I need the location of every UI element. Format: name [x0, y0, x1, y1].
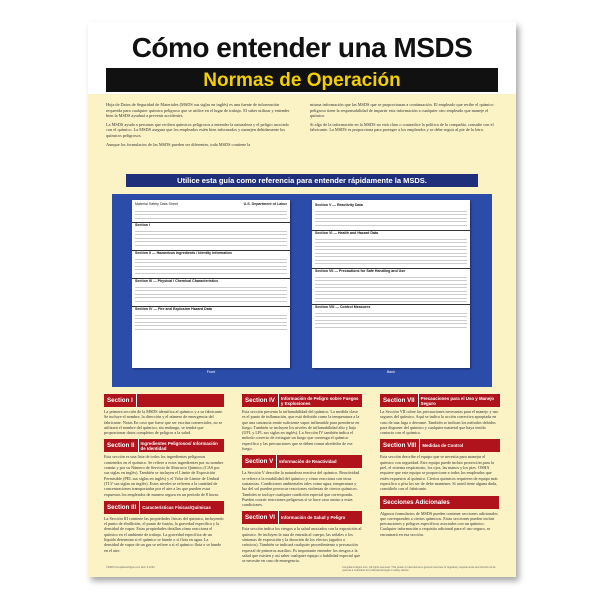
intro-left-column [106, 102, 294, 150]
form-section-heading: Section VIII — Control Measures [312, 304, 470, 310]
section-tab: Section VII [380, 394, 419, 407]
form-lines [135, 284, 287, 304]
section-title [137, 394, 224, 407]
form-lines [135, 228, 287, 248]
section-tab: Section V [242, 455, 277, 468]
section-tab: Section I [104, 394, 137, 407]
section-title: Información de Salud y Peligro [279, 511, 362, 524]
form-lines [135, 312, 287, 332]
subtitle-bar [106, 68, 498, 92]
section-title: Medidas de Control [420, 439, 500, 452]
intro-paragraph: La MSDS ayuda a personas que reciben químicos peligrosos a entender la naturaleza y el peligro asociado con el químico. La MSDS asegura que los empleados estén bien informados y manejen debidamente los químicos peligrosos. [106, 121, 289, 138]
section-title: Ingredientes Peligrosos/ Información de Identidad [139, 439, 224, 452]
poster-header [88, 22, 516, 94]
sections-column-1 [104, 394, 224, 557]
reference-banner: Utilice esta guía como referencia para entender rápidamente la MSDS. [126, 174, 478, 187]
section-tab: Section IV [242, 394, 279, 407]
section-tab: Section III [104, 501, 140, 514]
sections-column-3 [380, 394, 500, 541]
poster-footer [106, 566, 498, 573]
section-block [242, 394, 362, 451]
section-block [242, 511, 362, 563]
form-lines [315, 274, 467, 302]
section-title: Características Físicas/Químicas [140, 501, 224, 514]
form-back-caption: Back [387, 370, 395, 374]
footer-right: ComplianceSigns.com. All rights reserved. This poster is intended as a general overview of regulatory requirements and should not be used as a substitute for professional legal or safety advice. [342, 566, 496, 573]
section-text: Esta sección describe el equipo que se necesita para manejar el químico con seguridad. Este equipo puede incluir protección para la piel, el sistema respiratorio, los ojos, las manos y los pies. OSHA requiere que este equipo se proporcione a todos los empleados que estén expuestos al químico. Ciertos químicos requieren de equipo más especifico o pfra los ser de debe mantener. Si usted tiene alguna duda, consúltelo con el fabricante. [380, 454, 498, 492]
msds-form-front [132, 200, 290, 368]
sections-column-2 [242, 394, 362, 568]
section-text: Algunos formularios de MSDS pueden contener secciones adicionales que corresponden a ciertos químicos. Estas secciones pueden incluir precauciones y peligros específicos asociados con un químico. Cualquier información o requisito adicional para el uso seguro, se encontrará en esa sección. [380, 510, 498, 537]
form-section-heading: Section I [132, 222, 290, 228]
intro-paragraph: Aunque los formularios de las MSDS pueden ser diferentes, toda MSDS contiene la [106, 141, 251, 147]
section-tab: Secciones Adicionales [380, 496, 500, 509]
section-tab: Section VIII [380, 439, 420, 452]
form-section-heading: Section IV — Fire and Explosion Hazard Data [132, 306, 290, 312]
poster-title: Cómo entender una MSDS [131, 32, 473, 63]
section-block [104, 439, 224, 496]
form-lines [315, 208, 467, 228]
form-header-left: Material Safety Data Sheet [135, 202, 178, 206]
section-title: Precauciones para el Uso y Manejo Seguro [419, 394, 500, 407]
msds-form-panel [112, 194, 492, 387]
section-tab: Section VI [242, 511, 279, 524]
msds-form-back [312, 200, 470, 368]
form-front-caption: Front [206, 370, 216, 374]
form-header-right: U.S. Department of Labor [243, 202, 287, 206]
section-text: Esta sección indica los riesgos a la salud asociados con la exposición al químico. Se incluyen la ruta de entrada al cuerpo, las señales o los síntomas de exposición y la duración de los efectos (agudos o crónicos). También se indicará cualquier procedimiento o precaución especial de primeros auxilios. Es importante entender los riesgos a la salud que existen y así saber cualquier equipo o habilidad especial que se necesite en caso de emergencia. [242, 526, 362, 564]
intro-paragraph: Hoja de Datos de Seguridad de Materiales (MSDS sus siglas en inglés) es una fuente de información requerida para cualquier químico peligroso que se utilice en el lugar de trabajo. El saber utilizar y entender bien la MSDS ayudará a prevenir accidentes. [106, 102, 290, 119]
footer-left: ©2009 ComplianceSigns.com Item # 1234 [106, 566, 155, 569]
poster-subtitle: Normas de Operación [203, 70, 401, 91]
section-text: Esta sección presenta la inflamabilidad del químico. La medida clave es el punto de inflamación, que está definido como la temperatura a la que una sustancia emite suficiente vapor inflamable para prenderse en fuego. También se incluyen los niveles de inflamabilidad alto y bajo (UFL y LFL sus siglas en inglés). La Sección IV también indica el método correcto de extinguir un fuego que contenga el químico específico y las precauciones que se deben tomar alrededor de ese fuego. [242, 409, 360, 452]
form-lines [135, 208, 287, 220]
section-text: La primera sección de la MSDS identifica al químico y a su fabricante. Se incluye el nombre, la dirección y el número de emergencia del fabricante. Notas En caso que fuese que ser escritas comerciales, no se utilizará el nombre del químico; sin embargo, se tendrá que proporcionar datos completos de peligros a la salud. [104, 409, 223, 436]
poster [88, 22, 516, 577]
section-block [380, 496, 500, 537]
section-block [380, 394, 500, 435]
form-section-heading: Section VII — Precautions for Safe Handling and Use [312, 268, 470, 274]
section-title: Información de Reactividad [277, 455, 362, 468]
section-block [104, 394, 224, 435]
form-section-heading: Section II — Hazardous Ingredients / Identity Information [132, 250, 290, 256]
form-lines [315, 236, 467, 266]
section-block [380, 439, 500, 491]
section-block [242, 455, 362, 507]
form-section-heading: Section V — Reactivity Data [315, 203, 363, 207]
form-section-heading: Section III — Physical / Chemical Characteristics [132, 278, 290, 284]
section-text: La Sección V describe la naturaleza reactiva del químico. Reactividad se refiere a la estabilidad del químico y cómo reacciona con otras sustancias. Condiciones ambientales tales como agua, temperatura y luz del sol pueden provocar reacciones violentas de ciertos químicos. También se incluye cualquier condición especial que corresponda. Pueden ocurrir reacciones peligrosas si se hace caso omiso a estas condiciones. [242, 470, 360, 508]
form-lines [315, 310, 467, 330]
intro-right-column [310, 102, 498, 136]
form-section-heading: Section VI — Health and Hazard Data [312, 230, 470, 236]
section-text: Esta sección es una lista de todos los ingredientes peligrosos contenidos en el químico. Se refiere a estos ingredientes por su nombre común y por su Número de Servicio de Abstracto Químico (CAS por sus siglas en inglés). También se incluyen el Límite de Exposición Permisible (PEL sus siglas en inglés) y el Valor de Límite de Umbral (TLV sus siglas en inglés). Estos niveles se refieren a la cantidad de concentraciones transportadas por el aire a las que pueden estar expuestos los empleados de manera segura en un período de 8 horas. [104, 454, 224, 497]
section-title: Información de Peligro sobre Fuegos y Explosiones [279, 394, 362, 407]
section-text: La Sección III contiene las propiedades físicas del químico, incluyendo el punto de ebullición, el punto de fusión, la gravedad específica y la densidad de vapor. Estas propiedades detallan cómo reacciona el químico en el ambiente de trabajo. La gravedad específica de un líquido determina si el químico se hunde o si flota en agua. La densidad de vapor de un gas se refiere a si el químico flota o se hunde en el aire. [104, 515, 224, 553]
section-block [104, 501, 224, 553]
section-tab: Section II [104, 439, 139, 452]
intro-paragraph: Si algo de la información en la MSDS no está claro o contradice la política de la compañía, consulte con el fabricante. La MSDS es proporciona para proteger a los empleados y se debe seguir al pie de la letra. [310, 121, 494, 133]
form-lines [135, 256, 287, 276]
intro-paragraph: misma información que las MSDS que se proporcionan a continuación. El empleado que recibe el químico peligroso tiene la responsabilidad de impartir esta información a cualquier otro empleado que maneje el químico. [310, 102, 494, 119]
section-text: La Sección VII cubre las precauciones necesarias para el manejo y uso seguros del químico. Aquí se indica la acción correctiva apropiada en caso de una fuga o derrame. También se indican los métodos debidos para disponer del químico y cualquier material que haya tenido contacto con el químico. [380, 409, 499, 436]
